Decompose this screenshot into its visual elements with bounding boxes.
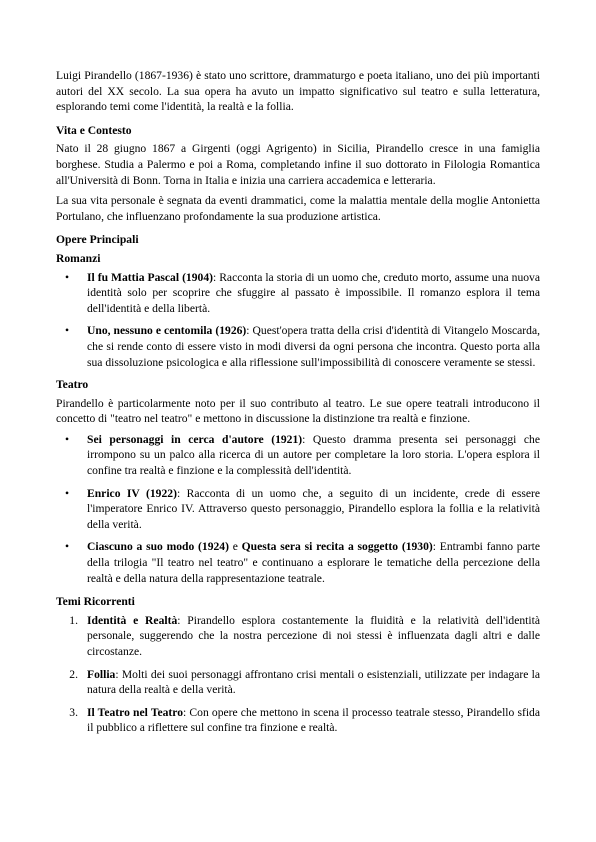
list-item — [56, 486, 540, 533]
list-item — [56, 270, 540, 317]
section-heading-temi: Temi Ricorrenti — [56, 595, 135, 609]
work-title: Sei personaggi in cerca d'autore (1921) — [87, 432, 303, 446]
teatro-intro-paragraph: Pirandello è particolarmente noto per il suo contributo al teatro. Le sue opere teatrali introducono il concetto di "teatro nel teatro" e mettono in discussione la distinzione tra realtà e finzione. — [56, 396, 540, 426]
list-item — [56, 667, 540, 698]
list-item — [56, 432, 540, 479]
bullet-marker: • — [64, 270, 70, 284]
bullet-marker: • — [64, 432, 70, 446]
theme-title: Follia — [87, 667, 116, 681]
work-title: Enrico IV (1922) — [87, 486, 177, 500]
teatro-list — [56, 432, 540, 586]
theme-description: : Pirandello esplora costantemente la fluidità e la relatività dell'identità personale, suggerendo che la nostra percezione di noi stessi è influenzata dagli altri e dalle circostanze. — [87, 613, 540, 658]
work-title: Ciascuno a suo modo (1924) — [87, 540, 229, 554]
bullet-marker: • — [64, 324, 70, 338]
title-joiner: e — [228, 540, 242, 554]
theme-description: : Con opere che mettono in scena il processo teatrale stesso, Pirandello sfida il pubblico a riflettere sul confine tra finzione e realtà. — [87, 705, 540, 735]
subsection-heading-teatro: Teatro — [56, 378, 89, 392]
work-description: : Questo dramma presenta sei personaggi che irrompono su un palco alla ricerca di un autore per completare la loro storia. L'opera esplora il confine tra realtà e finzione e la complessità dell'identità. — [87, 432, 540, 478]
vita-paragraph-1: Nato il 28 giugno 1867 a Girgenti (oggi Agrigento) in Sicilia, Pirandello cresce in una famiglia borghese. Studia a Palermo e poi a Roma, completando infine il suo dottorato in Filologia Romantica all'Università di Bonn. Torna in Italia e inizia una carriera accademica e letteraria. — [56, 142, 540, 187]
romanzi-list — [56, 270, 540, 371]
number-marker: 3. — [69, 705, 78, 719]
document-page — [56, 68, 540, 743]
theme-title: Identità e Realtà — [87, 613, 178, 627]
theme-title: Il Teatro nel Teatro — [87, 705, 184, 719]
list-item — [56, 705, 540, 736]
subsection-heading-romanzi: Romanzi — [56, 251, 101, 265]
work-title-2: Questa sera si recita a soggetto (1930) — [241, 540, 433, 554]
work-description: : Entrambi fanno parte della trilogia "Il teatro nel teatro" e continuano a esplorare le tematiche della percezione della realtà e della natura della rappresentazione teatrale. — [87, 540, 540, 585]
list-item — [56, 323, 540, 370]
theme-description: : Molti dei suoi personaggi affrontano crisi mentali o esistenziali, utilizzate per indagare la natura della realtà e della verità. — [87, 667, 540, 697]
section-heading-vita: Vita e Contesto — [56, 123, 132, 137]
section-heading-opere: Opere Principali — [56, 233, 139, 247]
number-marker: 1. — [69, 613, 78, 627]
number-marker: 2. — [69, 667, 78, 681]
bullet-marker: • — [64, 486, 70, 500]
work-description: : Racconta la storia di un uomo che, creduto morto, assume una nuova identità solo per scoprire che sfuggire al passato è impossibile. Il romanzo esplora il tema dell'identità e della libertà. — [87, 270, 540, 315]
bullet-marker: • — [64, 540, 70, 554]
work-description: : Racconta di un uomo che, a seguito di un incidente, crede di essere l'imperatore Enrico IV. Attraverso questo personaggio, Pirandello esplora la follia e la relatività della verità. — [87, 486, 540, 531]
vita-paragraph-2: La sua vita personale è segnata da eventi drammatici, come la malattia mentale della moglie Antonietta Portulano, che influenzano profondamente la sua produzione artistica. — [56, 194, 540, 223]
work-title: Uno, nessuno e centomila (1926) — [87, 324, 247, 338]
list-item — [56, 539, 540, 586]
list-item — [56, 613, 540, 660]
intro-paragraph: Luigi Pirandello (1867-1936) è stato uno scrittore, drammaturgo e poeta italiano, uno dei più importanti autori del XX secolo. La sua opera ha avuto un impatto significativo sul teatro e sulla letteratura, esplorando temi come l'identità, la realtà e la follia. — [56, 69, 540, 114]
work-description: : Quest'opera tratta della crisi d'identità di Vitangelo Moscarda, che si rende conto di essere visto in modi diversi da ogni persona che incontra. Questo porta alla sua dissoluzione psicologica e alla riflessione sull'impossibilità di conoscere veramente se stessi. — [87, 324, 540, 369]
temi-list — [56, 613, 540, 736]
work-title: Il fu Mattia Pascal (1904) — [87, 270, 213, 284]
